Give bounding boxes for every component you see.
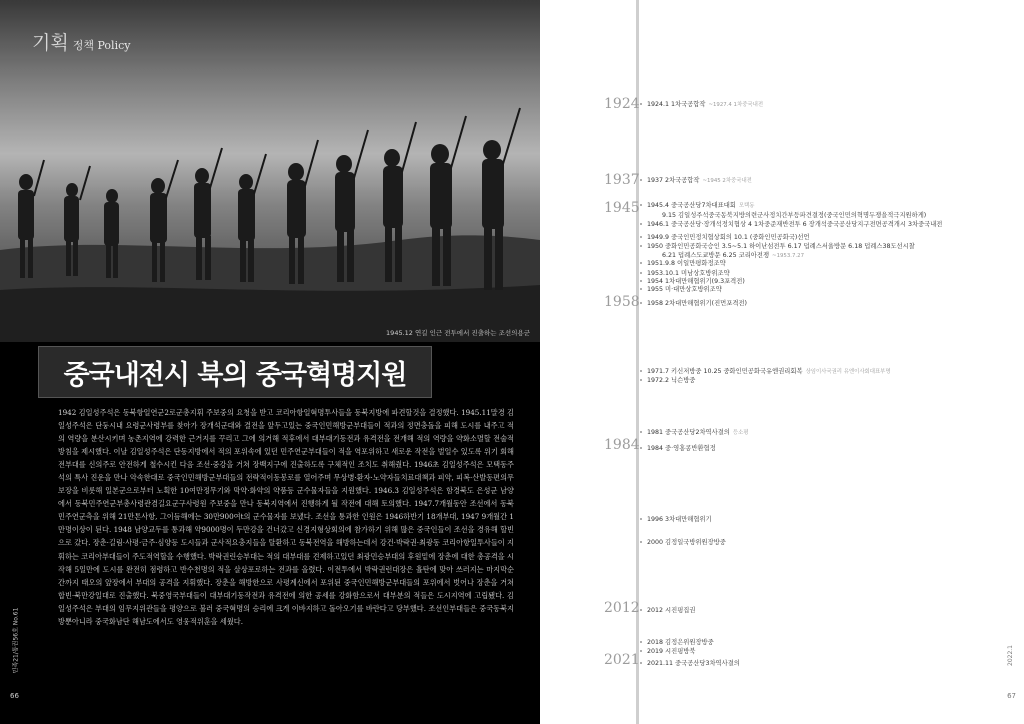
entry-text: 2000 김정일국방위원장방중 xyxy=(647,539,726,546)
entry-note: 등소평 xyxy=(732,430,749,436)
timeline-entry xyxy=(647,366,891,375)
entry-text: 1924.1 1차국공합작 xyxy=(647,101,706,108)
section-label-small: 정책 Policy xyxy=(72,39,131,52)
article-title: 중국내전시 북의 중국혁명지원 xyxy=(63,359,407,391)
timeline-dot xyxy=(640,431,642,433)
right-page-number: 67 xyxy=(1007,692,1016,700)
timeline-dot xyxy=(640,280,642,282)
timeline-entry xyxy=(647,99,763,108)
entry-text: 1972.2 닉슨방중 xyxy=(647,377,696,384)
timeline-entry xyxy=(647,658,740,667)
timeline-entry xyxy=(662,210,926,219)
timeline-dot xyxy=(640,288,642,290)
entry-note: 상임이사국권리 유엔이사회대표부명 xyxy=(805,369,891,375)
entry-text: 1937 2차국공합작 xyxy=(647,177,700,184)
timeline-entry xyxy=(647,443,716,452)
timeline-dot xyxy=(640,541,642,543)
entry-text: 1996 3차대만해협위기 xyxy=(647,516,712,523)
timeline-entry xyxy=(647,175,752,184)
timeline-dot xyxy=(640,179,642,181)
timeline-entry xyxy=(647,605,695,614)
year-label: 1945 xyxy=(604,200,640,216)
entry-note: ~1927.4 1차중국내전 xyxy=(708,102,764,108)
timeline-dot xyxy=(640,662,642,664)
article-body: 1942 김일성주석은 동북항일연군2로군총지휘 주보중의 요청을 받고 코리아항일혁명투사들을 동북지방에 파견할것을 결정했다. 1945.11말경 김일성주석은 단둥시내 요령군사령부를 찾아가 장개석군대와 결전을 앞두고있는 중국인민해방군부대들이 적과의 정면충돌을 피해 도시를 내주고 적의 역량을 분산시키며 농촌지역에 강력한 근거지를 꾸리고 그에 의거해 적후에서 대부대기동전과 유격전을 전개해 적의 역량을 약화소멸할 전술적방침을 제시했다. 이날 김일성주석은 단동지방에서 적의 포위속에 있던 민주연군부대들이 적을 역포위하고 새로운 작전을 벌일수 있도록 위기 회해 전부대를 신의주로 안전하게 철수시킨 다음 조선·중강을 거쳐 장백지구에 진출하도록 구체적인 조치도 취해줬다. 1946초 김일성주석은 모택동주석의 특사 진운을 만나 악속한대로 중국인민해방군부대들의 전략적이동봉로를 열어주며 무상병·환자·노약자들치료대책과 피약, 피복·산발동편의무보장을 비롯해 일본군으로부터 노획한 10여만정무기와 막약·화약의 약품등 군수물자들을 지원했다. 1946.3 김일성주석은 함경북도 은성군 남양에서 동북민주연군부총사령관겸길요군구사령원 주보중을 만나 동북지역에서 진행하게 될 작전에 대해 토의했다. 1947.7개월동안 조선에서 동북민주연군측을 위해 21만톤사항, 그이듬해에는 30만900여t의 군수물자를 보냈다. 조선을 통과한 인원은 1946하반기 18개부대, 1947 9개월간 1만명이상이 된다. 1948 남양교두를 통과해 약9000명이 두만강을 건너갔고 신경지형상회의에 참가하기 위해 많은 중국인들이 조선을 경유해 할빈으로 갔다. 장춘·길림·사평·금주·심양등 도시들과 군사적요충지들을 탈환하고 동북전역을 해방하는데서 강건·박락권·최광동 코리아항일투사들이 지휘하는 코리아부대들이 주도적역할을 수행했다. 박락권린승부대는 적의 대부대를 견제하고있던 최광민승부대의 후원밑에 장춘에 대한 총공격을 시작해 5일만에 도시를 완전히 점령하고 반수천명의 적을 살상포로하는 전과를 올렸다. 이전투에서 박락권런대장은 휼탄에 맞아 쓰러지는 마지막순간까지 태오의 앞장에서 부대의 공격을 지휘했다. 장춘을 해방한으로 사평계신에서 포위된 중국인민해방군부대들의 포위에서 벗어나 장춘을 거쳐 합빈·북만강일대로 진출했다. 북중영국부대들이 대부대기동작전과 유격전에 의한 공세를 강화함으로서 대부분의 적들은 도시지역에 고립됐다. 김일성주석은 부대의 임무지위관들을 평양으로 불러 중국혁명의 승리에 크게 이바지하고 돌아오기를 바란다고 당부했다. 조선인부대들은 중국동북지방뿐아니라 중국화남단 해남도에서도 영웅적위훈을 세웠다. xyxy=(58,408,514,626)
right-vertical-label xyxy=(1007,640,1020,680)
entry-text: 2021.11 중국공산당3차역사결의 xyxy=(647,660,740,667)
entry-text: 2012 시진핑집권 xyxy=(647,607,696,614)
year-label: 1958 xyxy=(604,294,640,310)
photo-caption: 1945.12 연길 인근 전투에서 진출하는 조선의용군 xyxy=(386,329,530,337)
left-vertical-label xyxy=(10,608,20,678)
entry-note: ~1953.7.27 xyxy=(772,253,804,259)
entry-text: 1950 중화인민공화국승인 3.5~5.1 하이난섬전투 6.17 덥례스서울방문 6.18 덥례스38도선시찰 xyxy=(647,243,915,250)
year-label: 1984 xyxy=(604,437,640,453)
entry-text: 9.15 김일성주석중국동북지방의련군사정치간부등파견결정(중국인민의혁명두쟁을적극지원하게) xyxy=(662,212,927,219)
timeline-dot xyxy=(640,302,642,304)
timeline-entry xyxy=(647,537,726,546)
entry-text: 1945.4 중국공산당7차대표대회 xyxy=(647,202,736,209)
entry-text: 1971.7 키신저방중 10.25 중화인민공화국유엔권리회복 xyxy=(647,368,803,375)
timeline-dot xyxy=(640,262,642,264)
timeline-dot xyxy=(640,641,642,643)
right-page xyxy=(540,0,1024,724)
right-vertical-label-text: 2022.1 xyxy=(1007,645,1014,666)
section-label-big: 기획 xyxy=(32,32,69,54)
timeline-dot xyxy=(640,370,642,372)
timeline-entry xyxy=(647,298,747,307)
entry-note: 모택동 xyxy=(738,203,755,209)
timeline-entry xyxy=(647,427,749,436)
section-tag xyxy=(32,28,130,55)
entry-text: 2019 시진핑방북 xyxy=(647,648,696,655)
timeline-entry xyxy=(647,200,755,209)
year-label: 2012 xyxy=(604,600,640,616)
entry-text: 1958 2차대만해협위기(진먼포격전) xyxy=(647,300,747,307)
timeline-dot xyxy=(640,245,642,247)
entry-text: 1955 미·대만상호방위조약 xyxy=(647,286,722,293)
timeline-dot xyxy=(640,609,642,611)
timeline-entry xyxy=(647,219,942,228)
timeline-entry xyxy=(647,232,810,241)
timeline-dot xyxy=(640,103,642,105)
timeline-entry xyxy=(647,241,915,250)
entry-text: 6.21 덥례스도쿄방문 6.25 코리아전쟁 xyxy=(662,252,770,259)
entry-text: 1949.9 중국인민정치협상회의 10.1 (중화인민공화국)선언 xyxy=(647,234,810,241)
timeline-dot xyxy=(640,236,642,238)
entry-note: ~1945 2차중국내전 xyxy=(702,178,752,184)
entry-text: 1946.1 중국공산당·장개석정치협상 4 1차중준재반전투 6 장개석중국공산당지구전면공격개시 3차중국내전 xyxy=(647,221,943,228)
year-label: 1937 xyxy=(604,172,640,188)
entry-text: 2018 김정은위원장방중 xyxy=(647,639,714,646)
year-label: 1924 xyxy=(604,96,640,112)
timeline-entry xyxy=(647,514,712,523)
timeline-dot xyxy=(640,223,642,225)
timeline-entry xyxy=(647,284,722,293)
timeline-dot xyxy=(640,447,642,449)
year-label: 2021 xyxy=(604,652,640,668)
timeline-dot xyxy=(640,650,642,652)
entry-text: 1981 중국공산당2차역사결의 xyxy=(647,429,730,436)
entry-text: 1951.9.8 이일만평화정조약 xyxy=(647,260,726,267)
article-title-box xyxy=(38,346,432,398)
timeline-entry xyxy=(647,258,726,267)
historical-photo xyxy=(0,0,540,342)
timeline-entry xyxy=(647,637,714,646)
timeline-dot xyxy=(640,518,642,520)
timeline-entry xyxy=(647,375,695,384)
entry-text: 1953.10.1 미남상호방위조약 xyxy=(647,270,730,277)
timeline-dot xyxy=(640,272,642,274)
timeline-dot xyxy=(640,379,642,381)
left-vertical-label-text: 민족21/통권56호 No.61 xyxy=(12,607,20,674)
timeline-entry xyxy=(647,646,695,655)
entry-text: 1954 1차대만해협위기(9.3포격전) xyxy=(647,278,745,285)
left-page-number: 66 xyxy=(10,692,19,700)
entry-text: 1984 중·영홍콩반환협정 xyxy=(647,445,716,452)
timeline-dot xyxy=(640,204,642,206)
